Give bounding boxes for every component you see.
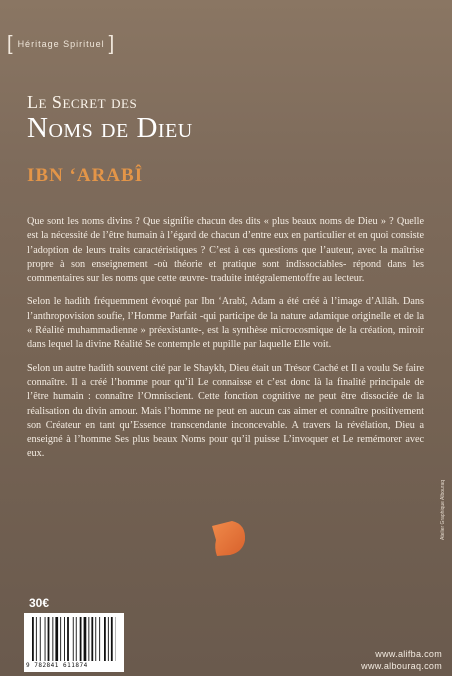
blurb-paragraph-2: Selon le hadith fréquemment évoqué par Ibn ‘Arabî, Adam a été créé à l’image d’Allâh. Dans l’anthropovision soufie, l’Homme Parfait -qui participe de la nature adamique originelle et de la « Réalité muhammadienne » préexistante-, est la synthèse microcosmique de la création, miroir dans lequel la divine Réalité Se contemple et pupille par laquelle Elle voit. <box>27 296 424 351</box>
series-name: Héritage Spirituel <box>17 39 105 49</box>
barcode-bar <box>40 617 41 661</box>
barcode-bar <box>52 617 53 661</box>
blurb-paragraph-1: Que sont les noms divins ? Que signifie chacun des dits « plus beaux noms de Dieu » ? Quelle est la nécessité de l’être humain à l’égard de chacun d’entre eux en particulier et en quoi consiste l’adoption de leurs traits caractéristiques ? C’est à ces questions que l’auteur, avec la maîtrise propre à son enseignement -où théorie et pratique sont indissociables- répond dans les commentaires sur les noms que cette œuvre- traduite intégralementoffre au lecteur. <box>27 216 424 285</box>
barcode-bar <box>45 617 46 661</box>
barcode-bar <box>88 617 89 661</box>
publisher-websites <box>361 648 442 672</box>
isbn-number: 9 782841 611874 <box>26 662 88 669</box>
barcode-bar <box>60 617 61 661</box>
barcode-bar <box>104 617 106 661</box>
barcode-bar <box>73 617 74 661</box>
barcode-bar <box>80 617 82 661</box>
website-link[interactable]: www.alifba.com <box>375 649 442 659</box>
website-link[interactable]: www.albouraq.com <box>361 661 442 671</box>
author-name: IBN ‘ARABÎ <box>27 165 144 186</box>
title-line-1: Le Secret des <box>27 92 138 112</box>
blurb-paragraph-3: Selon un autre hadith souvent cité par le Shaykh, Dieu était un Trésor Caché et Il a voulu Se faire connaître. Il a créé l’homme pour qu’il Le connaisse et c’est donc là la finalité principale de l’être humain : connaître l’Omniscient. Cette fonction cognitive ne peut être dissociée de la réalisation du divin amour. Mais l’homme ne peut en aucun cas aimer et connaître positivement son Créateur en tant qu’Essence transcendante inconcevable. A travers la révélation, Dieu a enseigné à l’homme Ses plus beaux Noms pour qu’il puisse L’invoquer et Le remémorer avec eux. <box>27 362 424 460</box>
barcode-bar <box>55 617 58 661</box>
design-credit: Atelier Graphique Albouraq <box>440 479 446 540</box>
barcode-bar <box>76 617 77 661</box>
barcode-bar <box>99 617 100 661</box>
title-line-2: Noms de Dieu <box>27 112 193 144</box>
barcode-bar <box>67 617 69 661</box>
price-label: 30€ <box>29 596 50 610</box>
barcode-bar <box>36 617 37 661</box>
blurb <box>27 215 424 471</box>
barcode-bars <box>32 617 116 661</box>
barcode-bar <box>108 617 109 661</box>
barcode-bar <box>32 617 34 661</box>
barcode-bar <box>64 617 65 661</box>
barcode-bar <box>48 617 50 661</box>
series-label: [ Héritage Spirituel ] <box>7 33 116 55</box>
publisher-emblem-icon <box>208 518 248 558</box>
barcode-bar <box>84 617 87 661</box>
barcode-bar <box>91 617 93 661</box>
barcode-bar <box>95 617 96 661</box>
barcode-bar <box>111 617 113 661</box>
barcode <box>24 613 124 672</box>
